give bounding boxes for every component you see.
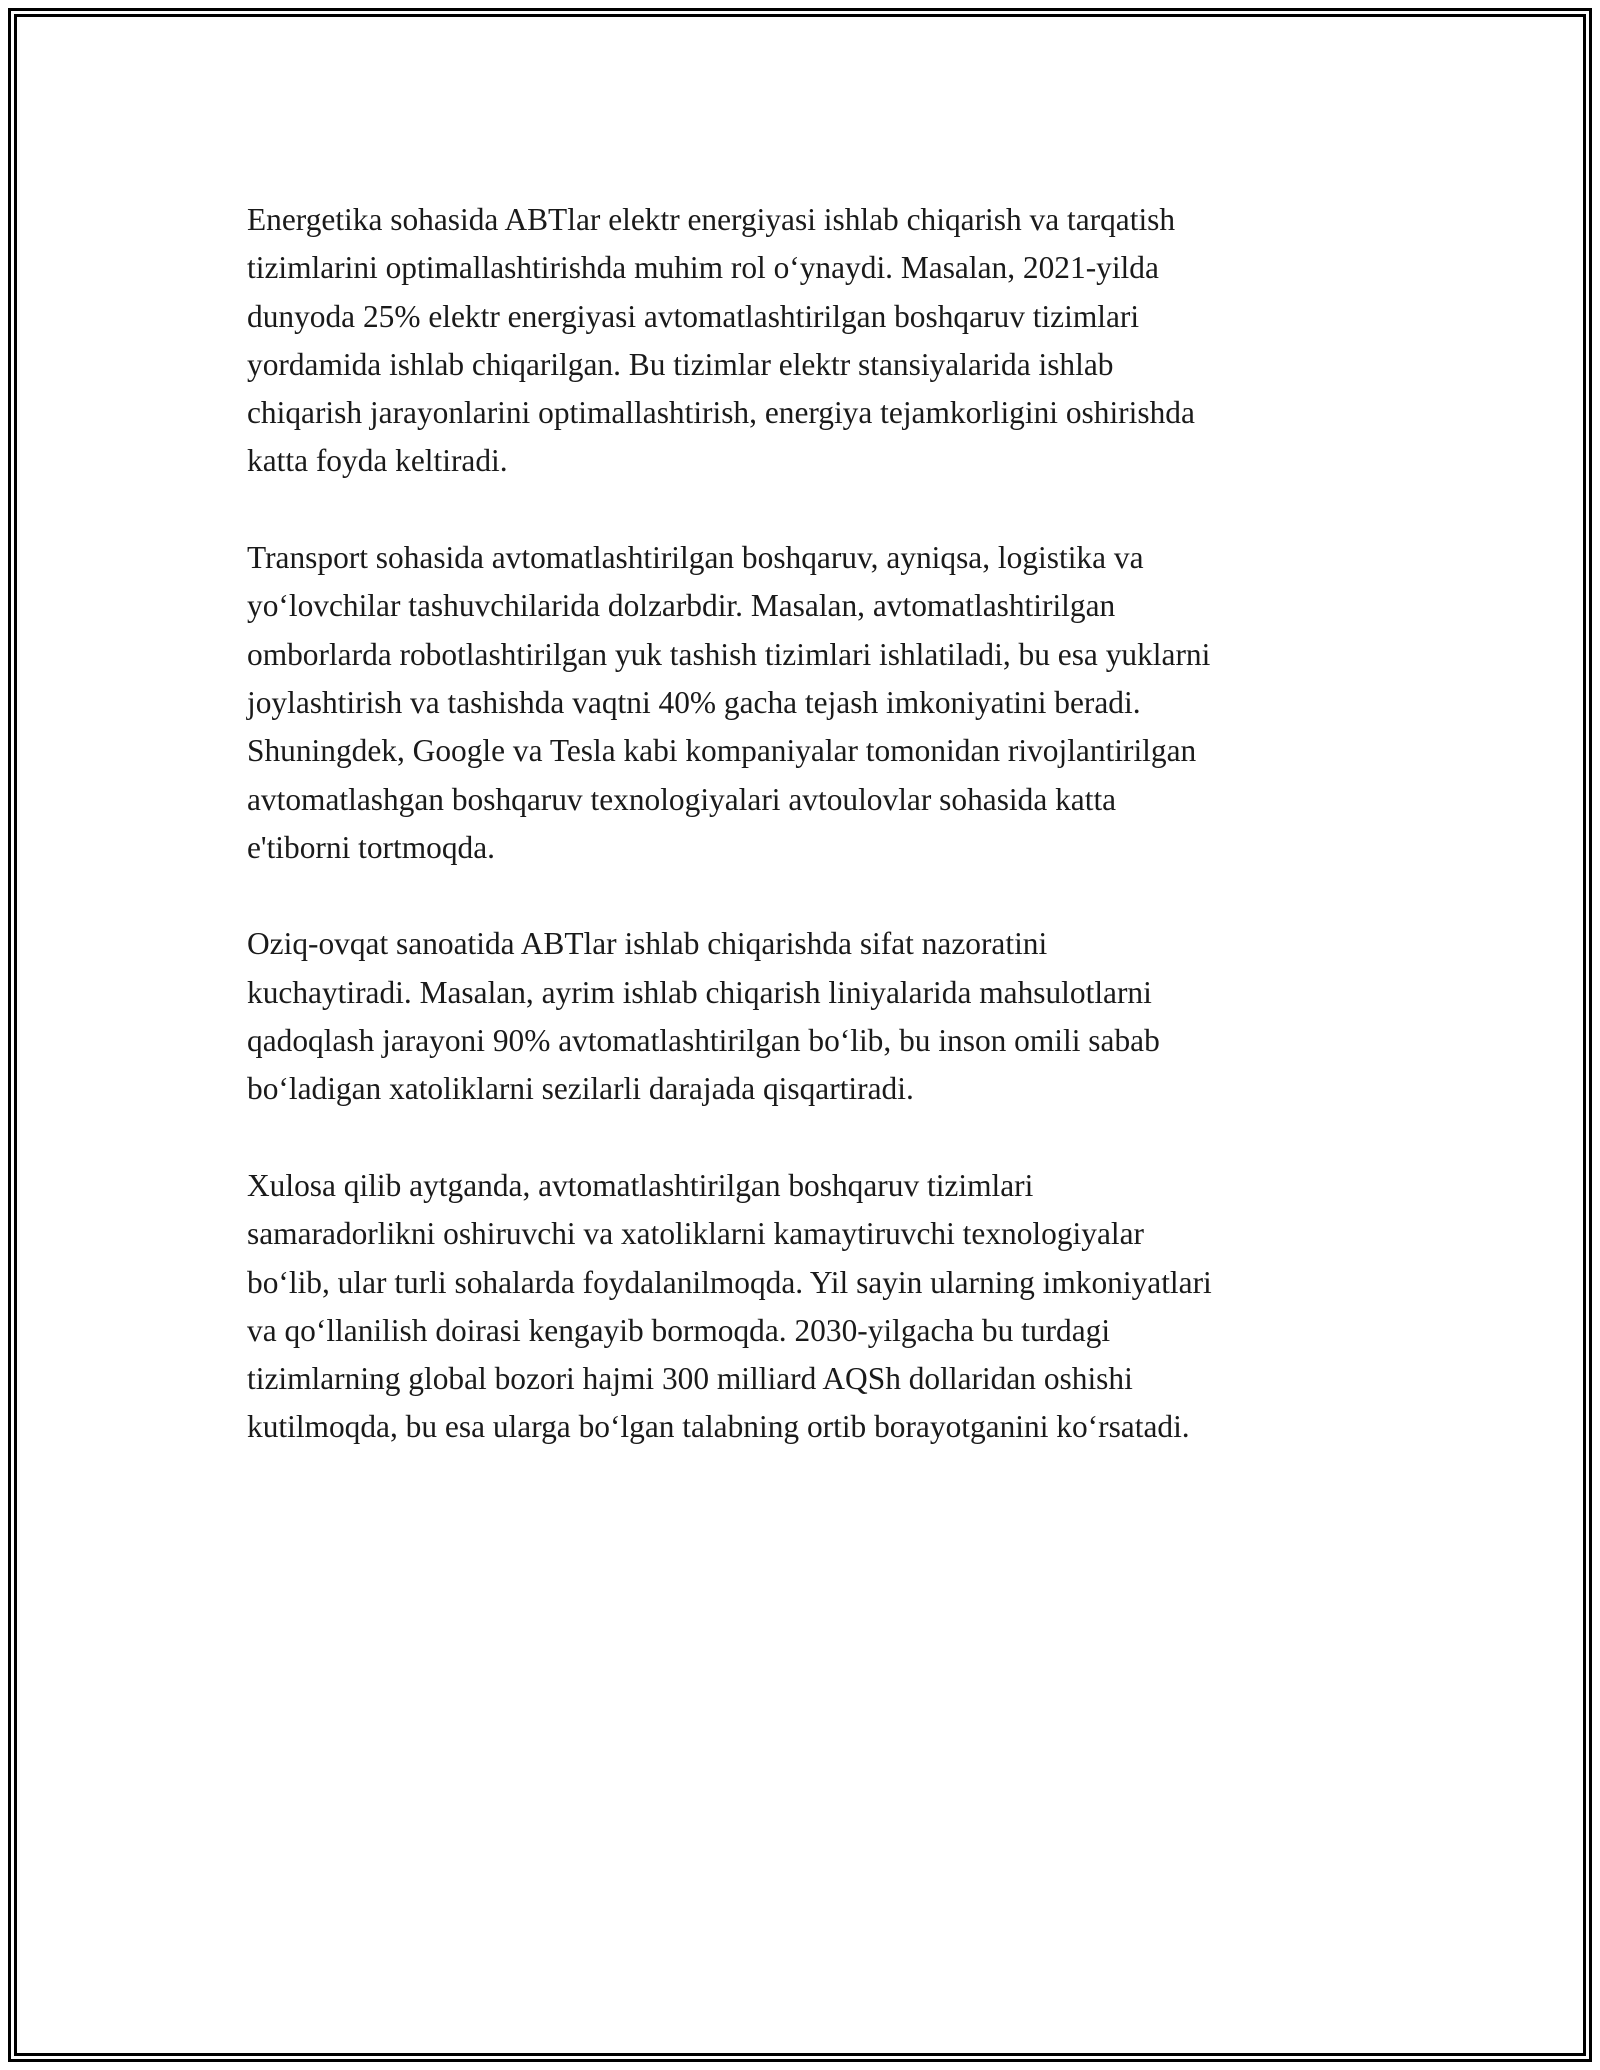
paragraph-food-industry: Oziq-ovqat sanoatida ABTlar ishlab chiqarishda sifat nazoratini kuchaytiradi. Masalan, ayrim ishlab chiqarish liniyalarida mahsulotlarni qadoqlash jarayoni 90% avtomatlashtirilgan boʻlib, bu inson omili sabab boʻladigan xatoliklarni sezilarli darajada qisqartiradi. bbox=[247, 926, 1160, 1107]
document-body bbox=[247, 196, 1397, 1500]
page-border bbox=[8, 8, 1592, 2062]
paragraph-transport: Transport sohasida avtomatlashtirilgan boshqaruv, ayniqsa, logistika va yoʻlovchilar tashuvchilarida dolzarbdir. Masalan, avtomatlashtirilgan omborlarda robotlashtirilgan yuk tashish tizimlari ishlatiladi, bu esa yuklarni joylashtirish va tashishda vaqtni 40% gacha tejash imkoniyatini beradi. Shuningdek, Google va Tesla kabi kompaniyalar tomonidan rivojlantirilgan avtomatlashgan boshqaruv texnologiyalari avtoulovlar sohasida katta e'tiborni tortmoqda. bbox=[247, 540, 1211, 865]
paragraph-energy: Energetika sohasida ABTlar elektr energiyasi ishlab chiqarish va tarqatish tizimlarini optimallashtirishda muhim rol oʻynaydi. Masalan, 2021-yilda dunyoda 25% elektr energiyasi avtomatlashtirilgan boshqaruv tizimlari yordamida ishlab chiqarilgan. Bu tizimlar elektr stansiyalarida ishlab chiqarish jarayonlarini optimallashtirish, energiya tejamkorligini oshirishda katta foyda keltiradi. bbox=[247, 202, 1195, 479]
paragraph-conclusion: Xulosa qilib aytganda, avtomatlashtirilgan boshqaruv tizimlari samaradorlikni oshiruvchi va xatoliklarni kamaytiruvchi texnologiyalar boʻlib, ular turli sohalarda foydalanilmoqda. Yil sayin ularning imkoniyatlari va qoʻllanilish doirasi kengayib bormoqda. 2030-yilgacha bu turdagi tizimlarning global bozori hajmi 300 milliard AQSh dollaridan oshishi kutilmoqda, bu esa ularga boʻlgan talabning ortib borayotganini koʻrsatadi. bbox=[247, 1167, 1212, 1445]
